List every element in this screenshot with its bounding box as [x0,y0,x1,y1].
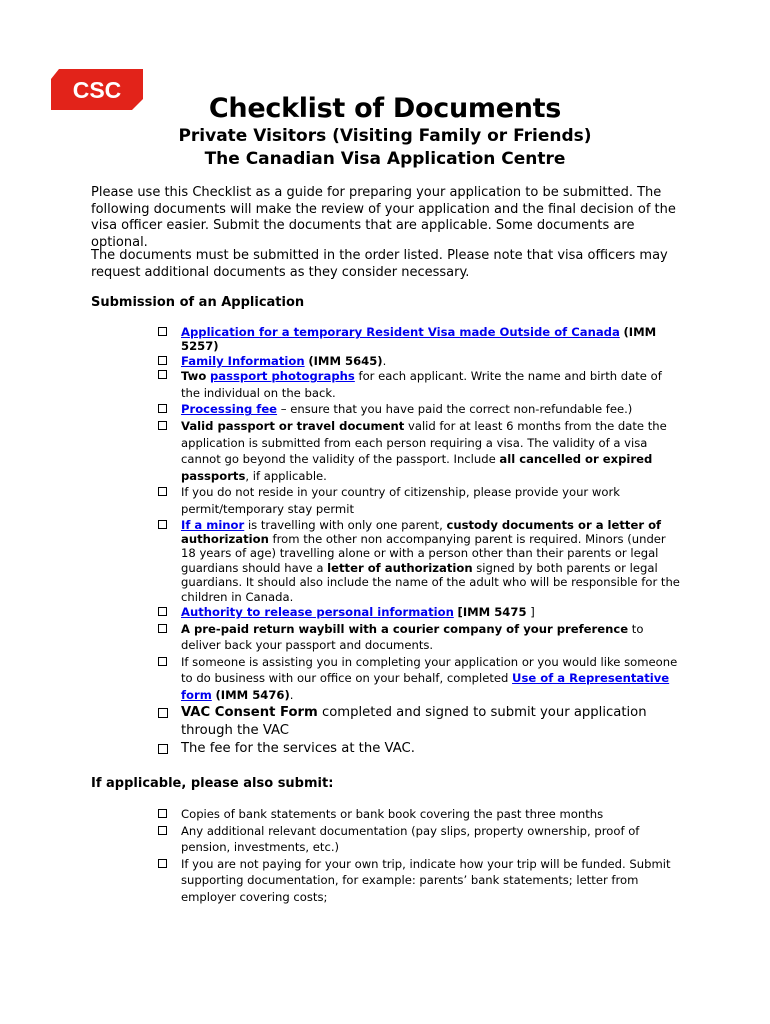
link-authority-release[interactable]: Authority to release personal information [181,605,454,619]
checkbox[interactable] [158,404,167,413]
checklist-item-trip-funding: If you are not paying for your own trip, indicate how your trip will be funded. Submit supporting documentation, for example: parents’ bank statements; letter from employer covering costs; [158,856,683,906]
intro-paragraph-2: The documents must be submitted in the order listed. Please note that visa officers may request additional documents as they consider necessary. [91,248,668,280]
checklist-item-waybill: A pre-paid return waybill with a courier company of your preference to deliver back your passport and documents. [158,621,683,654]
checkbox[interactable] [158,744,168,754]
checkbox[interactable] [158,859,167,868]
checklist-item-minor: If a minor is travelling with only one parent, custody documents or a letter of authorization from the other non accompanying parent is required. Minors (under 18 years of age) travelling alone or with a person other than their parents or legal guardians should have a letter of authorization signed by both parents or legal guardians. It should also include the name of the adult who will be responsible for the children in Canada. [158,518,683,604]
section-heading-submission: Submission of an Application [91,295,305,310]
link-processing-fee[interactable]: Processing fee [181,402,278,417]
checkbox[interactable] [158,370,167,379]
logo-text: CSC [72,77,122,103]
checkbox[interactable] [158,708,168,718]
checklist-item-additional-documentation: Any additional relevant documentation (pay slips, property ownership, proof of pension, investments, etc.) [158,823,683,856]
checkbox[interactable] [158,520,167,529]
link-passport-photographs[interactable]: passport photographs [210,369,355,384]
checklist-item-authority-release: Authority to release personal information [IMM 5475 ] [158,604,683,621]
checklist-item-family-information: Family Information (IMM 5645). [158,354,683,368]
optional-checklist [158,806,683,906]
checklist-item-processing-fee: Processing fee – ensure that you have paid the correct non-refundable fee.) [158,401,683,418]
checklist-item-bank-statements: Copies of bank statements or bank book covering the past three months [158,806,683,823]
checklist-item-representative: If someone is assisting you in completing your application or you would like someone to do business with our office on your behalf, completed Use of a Representative form (IMM 5476). [158,654,683,704]
page-subtitle-1: Private Visitors (Visiting Family or Friends) [178,126,592,146]
checkbox[interactable] [158,826,167,835]
link-application-form[interactable]: Application for a temporary Resident Visa made Outside of Canada [181,325,620,339]
checkbox[interactable] [158,487,167,496]
checklist-item-valid-passport: Valid passport or travel document valid for at least 6 months from the date the application is submitted from each person requiring a visa. The validity of a visa cannot go beyond the validity of the passport. Include all cancelled or expired passports, if applicable. [158,418,683,484]
checkbox[interactable] [158,421,167,430]
application-checklist [158,325,683,758]
checklist-item-vac-fee: The fee for the services at the VAC. [158,740,683,758]
checkbox[interactable] [158,809,167,818]
page-title: Checklist of Documents [208,93,562,124]
intro-paragraph-1: Please use this Checklist as a guide for preparing your application to be submitted. The following documents will make the review of your application and the final decision of the visa officer easier. Submit the documents that are applicable. Some documents are optional. [91,185,676,250]
checkbox[interactable] [158,624,167,633]
section-heading-if-applicable: If applicable, please also submit: [91,776,334,791]
checkbox[interactable] [158,356,167,365]
link-if-a-minor[interactable]: If a minor [181,517,245,532]
checklist-item-passport-photographs: Two passport photographs for each applicant. Write the name and birth date of the individual on the back. [158,368,683,401]
checklist-item-application-form: Application for a temporary Resident Visa made Outside of Canada (IMM 5257) [158,325,683,354]
checkbox[interactable] [158,657,167,666]
checkbox[interactable] [158,607,167,616]
checkbox[interactable] [158,327,167,336]
checklist-item-vac-consent: VAC Consent Form completed and signed to submit your application through the VAC [158,704,683,740]
link-family-information[interactable]: Family Information [181,353,305,368]
checklist-item-work-permit: If you do not reside in your country of citizenship, please provide your work permit/temporary stay permit [158,484,683,517]
link-use-of-representative[interactable]: Use of a Representative form [181,671,670,702]
page-subtitle-2: The Canadian Visa Application Centre [204,149,566,169]
